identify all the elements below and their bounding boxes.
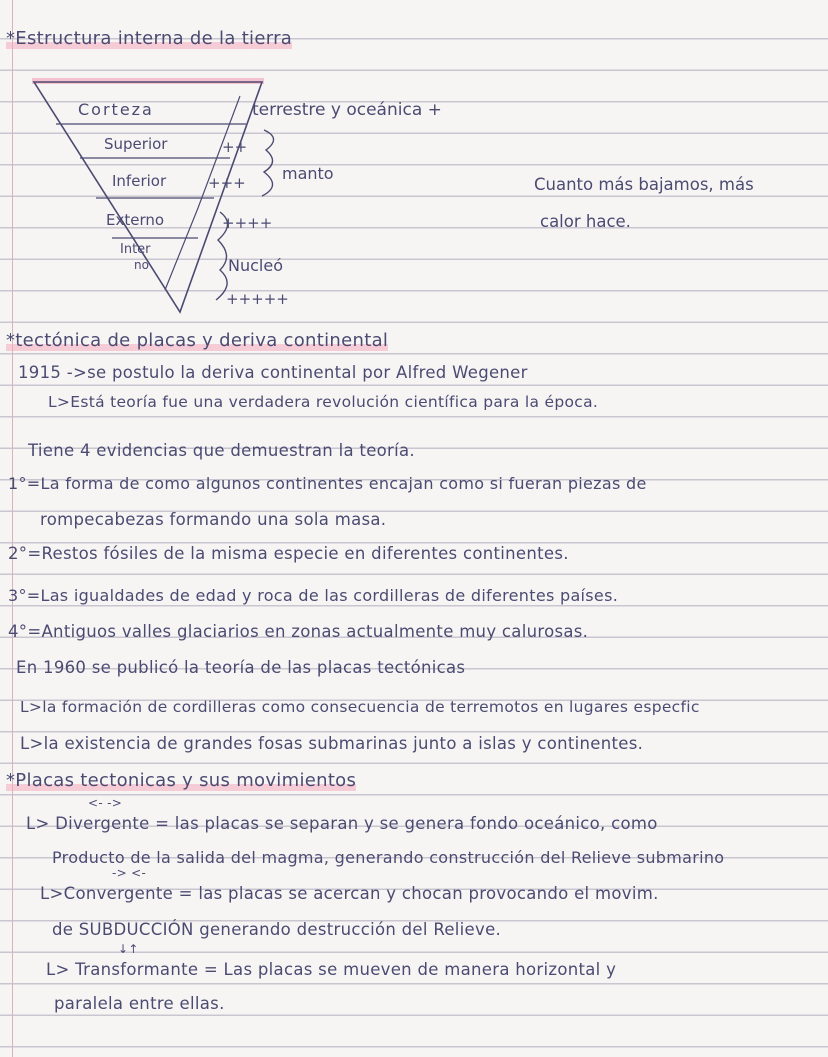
diagram-highlight: [32, 78, 264, 84]
side-note-line-1: Cuanto más bajamos, más: [534, 175, 754, 194]
evidence-3: 3°=Las igualdades de edad y roca de las cordilleras de diferentes países.: [8, 586, 619, 605]
layer-inferior: Inferior: [112, 172, 167, 190]
layer-interno-2: no: [134, 258, 149, 272]
superior-marks: ++: [222, 138, 248, 156]
convergente-line: L>Convergente = las placas se acercan y chocan provocando el movim.: [40, 884, 659, 903]
transformante-line-cont: paralela entre ellas.: [54, 994, 225, 1013]
note-line: L>Está teoría fue una verdadera revolución científica para la época.: [48, 393, 599, 411]
externo-marks: ++++: [222, 214, 273, 232]
convergente-line-cont: de SUBDUCCIÓN generando destrucción del Relieve.: [52, 920, 502, 939]
divergente-line: L> Divergente = las placas se separan y se genera fondo oceánico, como: [26, 814, 658, 833]
transformante-line: L> Transformante = Las placas se mueven de manera horizontal y: [46, 960, 617, 979]
layer-corteza: Corteza: [78, 100, 154, 119]
layer-superior: Superior: [104, 135, 168, 153]
corteza-note: terrestre y oceánica +: [252, 100, 442, 120]
earth-structure-diagram: [0, 0, 828, 330]
note-line: L>la formación de cordilleras como consecuencia de terremotos en lugares especfic: [20, 698, 700, 716]
evidence-1: 1°=La forma de como algunos continentes encajan como si fueran piezas de: [8, 474, 647, 493]
interno-marks: +++++: [226, 290, 289, 308]
manto-brace: [262, 130, 274, 196]
evidence-2: 2°=Restos fósiles de la misma especie en diferentes continentes.: [8, 544, 569, 563]
divergente-line-cont: Producto de la salida del magma, generando construcción del Relieve submarino: [52, 848, 725, 867]
page-title: *Estructura interna de la tierra: [6, 28, 293, 49]
section-heading-placas: *Placas tectonicas y sus movimientos: [6, 770, 357, 791]
convergente-arrows: -> <-: [112, 866, 147, 880]
layer-externo: Externo: [106, 211, 165, 229]
section-heading-tectonica: *tectónica de placas y deriva continental: [6, 330, 389, 351]
manto-label: manto: [282, 164, 334, 183]
note-line: L>la existencia de grandes fosas submarinas junto a islas y continentes.: [20, 734, 644, 753]
note-line: En 1960 se publicó la teoría de las placas tectónicas: [16, 658, 466, 677]
nucleo-label: Nucleó: [228, 256, 283, 275]
note-line: Tiene 4 evidencias que demuestran la teoría.: [28, 441, 415, 460]
inferior-marks: +++: [208, 174, 246, 192]
side-note-line-2: calor hace.: [540, 212, 631, 231]
layer-interno-1: Inter: [120, 242, 151, 257]
divergente-arrows: <- ->: [88, 796, 123, 810]
note-line: 1915 ->se postulo la deriva continental por Alfred Wegener: [18, 363, 528, 382]
evidence-1-cont: rompecabezas formando una sola masa.: [40, 510, 387, 529]
evidence-4: 4°=Antiguos valles glaciarios en zonas actualmente muy calurosas.: [8, 622, 589, 641]
transformante-arrows: ↓↑: [118, 942, 139, 956]
